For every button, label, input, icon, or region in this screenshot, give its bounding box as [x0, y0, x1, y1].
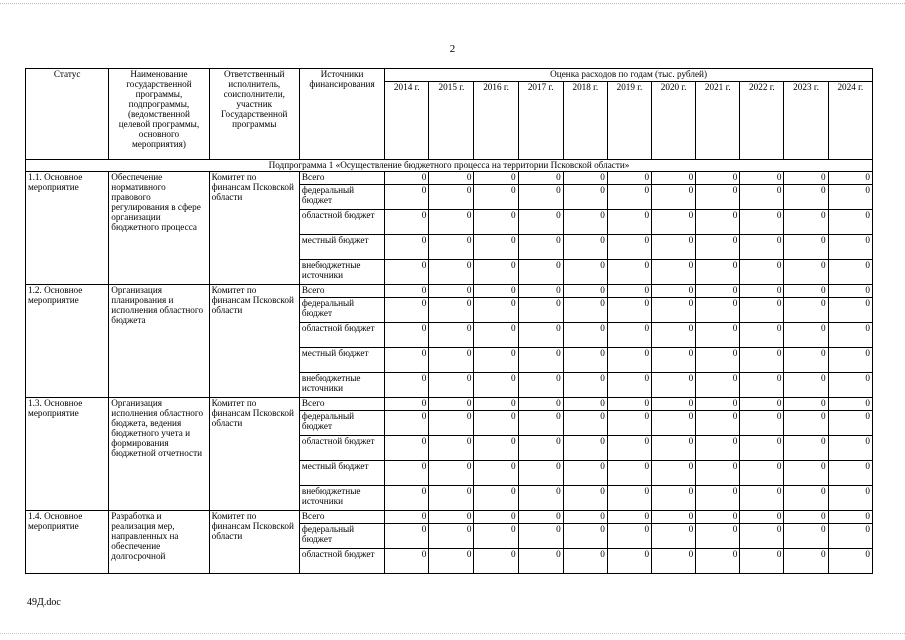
- activity-name: Обеспечение нормативного правового регулирования в сфере организации бюджетного процесса: [109, 172, 209, 285]
- amount-cell: 0: [696, 511, 740, 524]
- amount-cell: 0: [740, 172, 784, 185]
- amount-cell: 0: [784, 260, 828, 285]
- amount-cell: 0: [429, 210, 474, 235]
- amount-cell: 0: [740, 210, 784, 235]
- year-header: 2020 г.: [652, 82, 696, 160]
- amount-cell: 0: [563, 323, 607, 348]
- amount-cell: 0: [784, 235, 828, 260]
- amount-cell: 0: [828, 436, 872, 461]
- amount-cell: 0: [563, 260, 607, 285]
- amount-cell: 0: [474, 398, 518, 411]
- amount-cell: 0: [518, 461, 563, 486]
- amount-cell: 0: [696, 348, 740, 373]
- amount-cell: 0: [518, 373, 563, 398]
- amount-cell: 0: [518, 210, 563, 235]
- amount-cell: 0: [784, 511, 828, 524]
- amount-cell: 0: [784, 210, 828, 235]
- amount-cell: 0: [607, 185, 651, 210]
- funding-source: Всего: [299, 285, 384, 298]
- budget-table: [25, 68, 873, 574]
- amount-cell: 0: [474, 486, 518, 511]
- amount-cell: 0: [385, 185, 429, 210]
- funding-source: местный бюджет: [299, 235, 384, 260]
- funding-source: Всего: [299, 172, 384, 185]
- amount-cell: 0: [784, 348, 828, 373]
- amount-cell: 0: [652, 436, 696, 461]
- amount-cell: 0: [607, 235, 651, 260]
- funding-source: федеральный бюджет: [299, 185, 384, 210]
- amount-cell: 0: [563, 172, 607, 185]
- amount-cell: 0: [385, 260, 429, 285]
- amount-cell: 0: [385, 298, 429, 323]
- activity-status: 1.2. Основное мероприятие: [26, 285, 109, 398]
- amount-cell: 0: [696, 524, 740, 549]
- amount-cell: 0: [429, 348, 474, 373]
- amount-cell: 0: [740, 323, 784, 348]
- amount-cell: 0: [474, 260, 518, 285]
- amount-cell: 0: [652, 298, 696, 323]
- amount-cell: 0: [784, 486, 828, 511]
- amount-cell: 0: [474, 285, 518, 298]
- amount-cell: 0: [828, 260, 872, 285]
- amount-cell: 0: [607, 285, 651, 298]
- amount-cell: 0: [652, 398, 696, 411]
- year-header: 2022 г.: [740, 82, 784, 160]
- header-sources: Источники финансирования: [299, 69, 384, 160]
- amount-cell: 0: [652, 172, 696, 185]
- amount-cell: 0: [607, 461, 651, 486]
- amount-cell: 0: [474, 373, 518, 398]
- amount-cell: 0: [429, 411, 474, 436]
- amount-cell: 0: [518, 260, 563, 285]
- amount-cell: 0: [828, 323, 872, 348]
- funding-source: федеральный бюджет: [299, 524, 384, 549]
- amount-cell: 0: [740, 549, 784, 574]
- amount-cell: 0: [429, 549, 474, 574]
- amount-cell: 0: [429, 373, 474, 398]
- activity-responsible: Комитет по финансам Псковской области: [209, 398, 299, 511]
- table-row: [26, 285, 873, 298]
- amount-cell: 0: [474, 511, 518, 524]
- amount-cell: 0: [652, 235, 696, 260]
- header-status: Статус: [26, 69, 109, 160]
- amount-cell: 0: [828, 348, 872, 373]
- table-row: [26, 172, 873, 185]
- amount-cell: 0: [563, 373, 607, 398]
- amount-cell: 0: [607, 549, 651, 574]
- amount-cell: 0: [740, 348, 784, 373]
- amount-cell: 0: [652, 323, 696, 348]
- amount-cell: 0: [563, 398, 607, 411]
- year-header: 2021 г.: [696, 82, 740, 160]
- year-header: 2023 г.: [784, 82, 828, 160]
- amount-cell: 0: [696, 172, 740, 185]
- header-responsible: Ответственный исполнитель, соисполнители, участник Государственной программы: [209, 69, 299, 160]
- amount-cell: 0: [385, 524, 429, 549]
- amount-cell: 0: [429, 298, 474, 323]
- amount-cell: 0: [696, 411, 740, 436]
- amount-cell: 0: [385, 373, 429, 398]
- amount-cell: 0: [518, 511, 563, 524]
- amount-cell: 0: [429, 524, 474, 549]
- amount-cell: 0: [429, 285, 474, 298]
- amount-cell: 0: [828, 511, 872, 524]
- amount-cell: 0: [385, 235, 429, 260]
- amount-cell: 0: [828, 398, 872, 411]
- amount-cell: 0: [696, 398, 740, 411]
- activity-status: 1.4. Основное мероприятие: [26, 511, 109, 574]
- amount-cell: 0: [784, 524, 828, 549]
- amount-cell: 0: [474, 185, 518, 210]
- amount-cell: 0: [740, 411, 784, 436]
- amount-cell: 0: [652, 210, 696, 235]
- amount-cell: 0: [784, 461, 828, 486]
- amount-cell: 0: [740, 511, 784, 524]
- amount-cell: 0: [518, 436, 563, 461]
- amount-cell: 0: [385, 411, 429, 436]
- amount-cell: 0: [740, 235, 784, 260]
- year-header: 2019 г.: [607, 82, 651, 160]
- amount-cell: 0: [652, 260, 696, 285]
- amount-cell: 0: [563, 461, 607, 486]
- amount-cell: 0: [607, 210, 651, 235]
- amount-cell: 0: [740, 285, 784, 298]
- amount-cell: 0: [429, 172, 474, 185]
- amount-cell: 0: [385, 210, 429, 235]
- amount-cell: 0: [563, 524, 607, 549]
- amount-cell: 0: [563, 210, 607, 235]
- amount-cell: 0: [740, 486, 784, 511]
- amount-cell: 0: [652, 348, 696, 373]
- amount-cell: 0: [607, 373, 651, 398]
- year-header: 2018 г.: [563, 82, 607, 160]
- activity-status: 1.1. Основное мероприятие: [26, 172, 109, 285]
- amount-cell: 0: [607, 323, 651, 348]
- amount-cell: 0: [652, 411, 696, 436]
- amount-cell: 0: [784, 411, 828, 436]
- scan-edge-bottom: [0, 633, 905, 634]
- page-number: 2: [449, 43, 456, 55]
- amount-cell: 0: [518, 524, 563, 549]
- amount-cell: 0: [429, 323, 474, 348]
- subprogram-title: Подпрограмма 1 «Осуществление бюджетного процесса на территории Псковской области»: [26, 160, 873, 172]
- amount-cell: 0: [696, 461, 740, 486]
- funding-source: внебюджетные источники: [299, 486, 384, 511]
- amount-cell: 0: [828, 524, 872, 549]
- amount-cell: 0: [474, 461, 518, 486]
- amount-cell: 0: [696, 285, 740, 298]
- amount-cell: 0: [828, 486, 872, 511]
- amount-cell: 0: [828, 373, 872, 398]
- amount-cell: 0: [696, 210, 740, 235]
- amount-cell: 0: [607, 348, 651, 373]
- amount-cell: 0: [563, 185, 607, 210]
- amount-cell: 0: [784, 373, 828, 398]
- amount-cell: 0: [607, 411, 651, 436]
- amount-cell: 0: [696, 373, 740, 398]
- amount-cell: 0: [429, 436, 474, 461]
- amount-cell: 0: [518, 549, 563, 574]
- activity-responsible: Комитет по финансам Псковской области: [209, 172, 299, 285]
- amount-cell: 0: [385, 285, 429, 298]
- amount-cell: 0: [652, 185, 696, 210]
- activity-responsible: Комитет по финансам Псковской области: [209, 285, 299, 398]
- funding-source: Всего: [299, 398, 384, 411]
- amount-cell: 0: [474, 298, 518, 323]
- amount-cell: 0: [652, 549, 696, 574]
- amount-cell: 0: [518, 323, 563, 348]
- amount-cell: 0: [563, 511, 607, 524]
- amount-cell: 0: [474, 348, 518, 373]
- amount-cell: 0: [828, 185, 872, 210]
- amount-cell: 0: [784, 172, 828, 185]
- amount-cell: 0: [474, 411, 518, 436]
- amount-cell: 0: [385, 323, 429, 348]
- amount-cell: 0: [740, 260, 784, 285]
- amount-cell: 0: [696, 549, 740, 574]
- amount-cell: 0: [518, 411, 563, 436]
- funding-source: местный бюджет: [299, 348, 384, 373]
- amount-cell: 0: [474, 235, 518, 260]
- footer-filename: 49Д.doc: [27, 597, 61, 608]
- amount-cell: 0: [828, 298, 872, 323]
- amount-cell: 0: [740, 185, 784, 210]
- activity-name: Организация планирования и исполнения областного бюджета: [109, 285, 209, 398]
- amount-cell: 0: [828, 285, 872, 298]
- amount-cell: 0: [518, 298, 563, 323]
- year-header: 2015 г.: [429, 82, 474, 160]
- year-header: 2024 г.: [828, 82, 872, 160]
- amount-cell: 0: [385, 486, 429, 511]
- amount-cell: 0: [784, 298, 828, 323]
- amount-cell: 0: [607, 436, 651, 461]
- amount-cell: 0: [518, 235, 563, 260]
- amount-cell: 0: [607, 511, 651, 524]
- funding-source: областной бюджет: [299, 323, 384, 348]
- amount-cell: 0: [563, 298, 607, 323]
- amount-cell: 0: [740, 373, 784, 398]
- amount-cell: 0: [563, 436, 607, 461]
- amount-cell: 0: [652, 373, 696, 398]
- amount-cell: 0: [563, 486, 607, 511]
- funding-source: областной бюджет: [299, 436, 384, 461]
- amount-cell: 0: [518, 172, 563, 185]
- activity-name: Разработка и реализация мер, направленных на обеспечение долгосрочной: [109, 511, 209, 574]
- amount-cell: 0: [607, 298, 651, 323]
- amount-cell: 0: [518, 185, 563, 210]
- amount-cell: 0: [652, 486, 696, 511]
- amount-cell: 0: [607, 524, 651, 549]
- amount-cell: 0: [563, 348, 607, 373]
- amount-cell: 0: [474, 436, 518, 461]
- amount-cell: 0: [518, 398, 563, 411]
- amount-cell: 0: [518, 285, 563, 298]
- amount-cell: 0: [429, 511, 474, 524]
- amount-cell: 0: [607, 486, 651, 511]
- activity-responsible: Комитет по финансам Псковской области: [209, 511, 299, 574]
- amount-cell: 0: [696, 298, 740, 323]
- amount-cell: 0: [563, 285, 607, 298]
- amount-cell: 0: [652, 285, 696, 298]
- amount-cell: 0: [607, 172, 651, 185]
- amount-cell: 0: [828, 549, 872, 574]
- year-header: 2017 г.: [518, 82, 563, 160]
- funding-source: местный бюджет: [299, 461, 384, 486]
- amount-cell: 0: [696, 436, 740, 461]
- amount-cell: 0: [784, 285, 828, 298]
- amount-cell: 0: [607, 260, 651, 285]
- amount-cell: 0: [696, 185, 740, 210]
- header-estimate: Оценка расходов по годам (тыс. рублей): [385, 69, 873, 82]
- amount-cell: 0: [607, 398, 651, 411]
- amount-cell: 0: [518, 486, 563, 511]
- activity-name: Организация исполнения областного бюджета, ведения бюджетного учета и формирования бюджетной отчетности: [109, 398, 209, 511]
- amount-cell: 0: [784, 185, 828, 210]
- amount-cell: 0: [828, 411, 872, 436]
- amount-cell: 0: [740, 461, 784, 486]
- funding-source: федеральный бюджет: [299, 298, 384, 323]
- amount-cell: 0: [740, 524, 784, 549]
- amount-cell: 0: [828, 172, 872, 185]
- amount-cell: 0: [385, 549, 429, 574]
- amount-cell: 0: [784, 323, 828, 348]
- amount-cell: 0: [474, 524, 518, 549]
- amount-cell: 0: [696, 235, 740, 260]
- amount-cell: 0: [563, 411, 607, 436]
- amount-cell: 0: [474, 323, 518, 348]
- funding-source: внебюджетные источники: [299, 260, 384, 285]
- funding-source: внебюджетные источники: [299, 373, 384, 398]
- amount-cell: 0: [828, 235, 872, 260]
- amount-cell: 0: [474, 172, 518, 185]
- funding-source: областной бюджет: [299, 210, 384, 235]
- amount-cell: 0: [518, 348, 563, 373]
- funding-source: Всего: [299, 511, 384, 524]
- amount-cell: 0: [429, 398, 474, 411]
- amount-cell: 0: [740, 298, 784, 323]
- activity-status: 1.3. Основное мероприятие: [26, 398, 109, 511]
- amount-cell: 0: [784, 436, 828, 461]
- amount-cell: 0: [385, 436, 429, 461]
- amount-cell: 0: [385, 172, 429, 185]
- amount-cell: 0: [385, 511, 429, 524]
- amount-cell: 0: [429, 235, 474, 260]
- amount-cell: 0: [784, 398, 828, 411]
- amount-cell: 0: [563, 549, 607, 574]
- amount-cell: 0: [474, 210, 518, 235]
- amount-cell: 0: [474, 549, 518, 574]
- amount-cell: 0: [429, 486, 474, 511]
- amount-cell: 0: [784, 549, 828, 574]
- scan-edge-top: [0, 3, 905, 4]
- table-row: [26, 511, 873, 524]
- amount-cell: 0: [429, 260, 474, 285]
- amount-cell: 0: [696, 486, 740, 511]
- table-row: [26, 398, 873, 411]
- amount-cell: 0: [429, 461, 474, 486]
- year-header: 2016 г.: [474, 82, 518, 160]
- amount-cell: 0: [740, 398, 784, 411]
- amount-cell: 0: [429, 185, 474, 210]
- year-header: 2014 г.: [385, 82, 429, 160]
- amount-cell: 0: [652, 511, 696, 524]
- amount-cell: 0: [696, 323, 740, 348]
- amount-cell: 0: [828, 210, 872, 235]
- funding-source: федеральный бюджет: [299, 411, 384, 436]
- amount-cell: 0: [828, 461, 872, 486]
- amount-cell: 0: [385, 348, 429, 373]
- amount-cell: 0: [696, 260, 740, 285]
- amount-cell: 0: [385, 461, 429, 486]
- amount-cell: 0: [740, 436, 784, 461]
- header-name: Наименование государственной программы, подпрограммы, (ведомственной целевой программы, основного мероприятия): [109, 69, 209, 160]
- amount-cell: 0: [652, 524, 696, 549]
- funding-source: областной бюджет: [299, 549, 384, 574]
- amount-cell: 0: [652, 461, 696, 486]
- amount-cell: 0: [563, 235, 607, 260]
- amount-cell: 0: [385, 398, 429, 411]
